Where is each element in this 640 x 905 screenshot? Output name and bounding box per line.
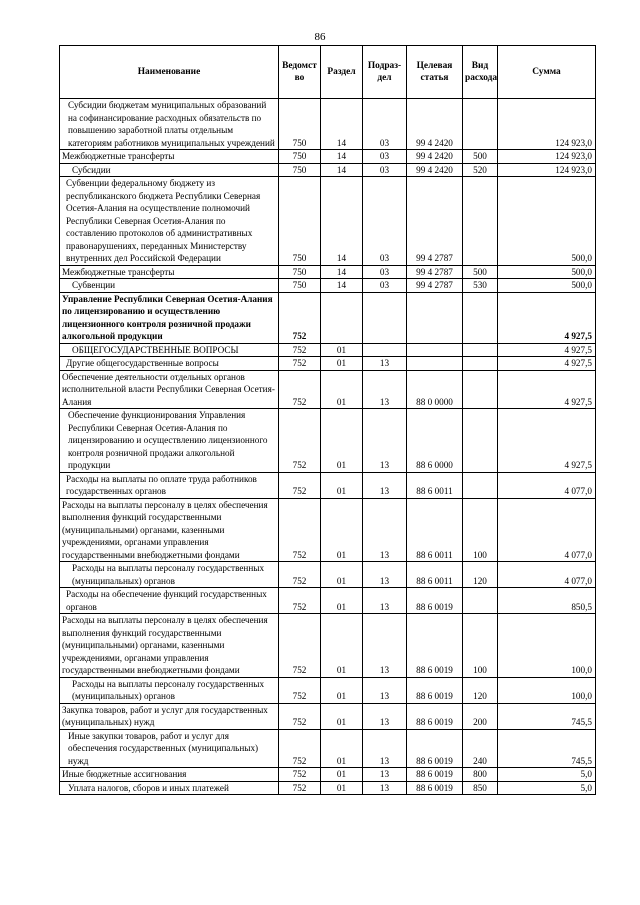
cell-name: Обеспечение деятельности отдельных органов исполнительной власти Республики Северная Осетия-Алания <box>60 370 279 409</box>
cell-subsection: 13 <box>363 614 407 678</box>
cell-name: Межбюджетные трансферты <box>60 265 279 279</box>
cell-section: 14 <box>321 163 363 177</box>
cell-dept: 752 <box>279 677 321 703</box>
cell-sum: 124 923,0 <box>498 99 596 150</box>
cell-sum: 4 927,5 <box>498 370 596 409</box>
cell-target: 99 4 2420 <box>407 99 463 150</box>
cell-type: 500 <box>463 150 498 164</box>
cell-dept: 750 <box>279 150 321 164</box>
cell-subsection: 03 <box>363 177 407 266</box>
cell-dept: 750 <box>279 163 321 177</box>
cell-target: 88 6 0011 <box>407 498 463 562</box>
cell-target: 88 6 0019 <box>407 614 463 678</box>
cell-target: 88 6 0019 <box>407 588 463 614</box>
cell-sum: 4 927,5 <box>498 409 596 473</box>
cell-type <box>463 292 498 343</box>
cell-section: 14 <box>321 279 363 293</box>
cell-name: Расходы на выплаты персоналу в целях обеспечения выполнения функций государственными (муниципальными) органами, казенными учреждениями, органами управления государственными внебюджетными фондами <box>60 498 279 562</box>
cell-type: 500 <box>463 265 498 279</box>
cell-target: 88 6 0019 <box>407 729 463 768</box>
cell-type: 120 <box>463 562 498 588</box>
cell-section: 01 <box>321 498 363 562</box>
cell-target: 99 4 2787 <box>407 177 463 266</box>
cell-type <box>463 370 498 409</box>
table-row <box>60 409 596 473</box>
cell-dept: 752 <box>279 588 321 614</box>
cell-name: Управление Республики Северная Осетия-Алания по лицензированию и осуществлению лицензионного контроля розничной продажи алкогольной продукции <box>60 292 279 343</box>
header-sum: Сумма <box>498 46 596 99</box>
cell-name: ОБЩЕГОСУДАРСТВЕННЫЕ ВОПРОСЫ <box>60 343 279 357</box>
cell-subsection: 13 <box>363 729 407 768</box>
cell-dept: 752 <box>279 781 321 795</box>
cell-type <box>463 588 498 614</box>
cell-section: 01 <box>321 677 363 703</box>
cell-dept: 752 <box>279 562 321 588</box>
cell-subsection: 13 <box>363 768 407 782</box>
cell-sum: 100,0 <box>498 677 596 703</box>
cell-name: Уплата налогов, сборов и иных платежей <box>60 781 279 795</box>
cell-name: Расходы на выплаты персоналу государственных (муниципальных) органов <box>60 562 279 588</box>
cell-name: Другие общегосударственные вопросы <box>60 357 279 371</box>
table-row <box>60 265 596 279</box>
cell-name: Расходы на выплаты персоналу государственных (муниципальных) органов <box>60 677 279 703</box>
cell-section: 01 <box>321 409 363 473</box>
cell-dept: 752 <box>279 357 321 371</box>
cell-section: 14 <box>321 177 363 266</box>
cell-sum: 745,5 <box>498 729 596 768</box>
table-header-row <box>60 46 596 99</box>
cell-type <box>463 357 498 371</box>
cell-sum: 4 077,0 <box>498 562 596 588</box>
cell-name: Обеспечение функционирования Управления Республики Северная Осетия-Алания по лицензированию и осуществлению лицензионного контроля розничной продажи алкогольной продукции <box>60 409 279 473</box>
table-row <box>60 370 596 409</box>
cell-dept: 752 <box>279 292 321 343</box>
cell-subsection <box>363 343 407 357</box>
cell-target <box>407 292 463 343</box>
cell-dept: 752 <box>279 409 321 473</box>
cell-name: Субсидии бюджетам муниципальных образований на софинансирование расходных обязательств по повышению заработной платы отдельным категориям работников муниципальных учреждений <box>60 99 279 150</box>
cell-subsection: 03 <box>363 279 407 293</box>
cell-target: 88 6 0019 <box>407 768 463 782</box>
cell-subsection <box>363 292 407 343</box>
cell-sum: 850,5 <box>498 588 596 614</box>
table-row <box>60 177 596 266</box>
cell-dept: 750 <box>279 99 321 150</box>
cell-target: 88 6 0011 <box>407 472 463 498</box>
header-target: Целевая статья <box>407 46 463 99</box>
cell-section: 01 <box>321 357 363 371</box>
cell-sum: 124 923,0 <box>498 150 596 164</box>
cell-name: Субсидии <box>60 163 279 177</box>
cell-target: 88 6 0019 <box>407 781 463 795</box>
cell-sum: 4 927,5 <box>498 357 596 371</box>
cell-section: 01 <box>321 614 363 678</box>
cell-target: 88 6 0019 <box>407 703 463 729</box>
table-row <box>60 729 596 768</box>
cell-name: Субвенции <box>60 279 279 293</box>
cell-subsection: 13 <box>363 370 407 409</box>
cell-sum: 124 923,0 <box>498 163 596 177</box>
cell-subsection: 03 <box>363 265 407 279</box>
cell-type: 800 <box>463 768 498 782</box>
cell-section <box>321 292 363 343</box>
table-row <box>60 614 596 678</box>
cell-type: 530 <box>463 279 498 293</box>
cell-sum: 4 077,0 <box>498 472 596 498</box>
page-number: 86 <box>314 31 326 43</box>
cell-type: 240 <box>463 729 498 768</box>
cell-sum: 4 927,5 <box>498 292 596 343</box>
cell-target: 99 4 2787 <box>407 279 463 293</box>
cell-type: 100 <box>463 614 498 678</box>
cell-type: 520 <box>463 163 498 177</box>
cell-dept: 750 <box>279 279 321 293</box>
cell-target: 88 0 0000 <box>407 370 463 409</box>
table-row <box>60 292 596 343</box>
cell-name: Иные бюджетные ассигнования <box>60 768 279 782</box>
cell-subsection: 13 <box>363 588 407 614</box>
cell-subsection: 13 <box>363 409 407 473</box>
cell-type <box>463 409 498 473</box>
header-section: Раздел <box>321 46 363 99</box>
cell-target <box>407 357 463 371</box>
cell-name: Межбюджетные трансферты <box>60 150 279 164</box>
cell-sum: 4 077,0 <box>498 498 596 562</box>
table-row <box>60 472 596 498</box>
cell-target: 99 4 2420 <box>407 163 463 177</box>
cell-dept: 752 <box>279 729 321 768</box>
table-row <box>60 588 596 614</box>
cell-section: 01 <box>321 588 363 614</box>
header-dept: Ведомст во <box>279 46 321 99</box>
cell-target: 99 4 2787 <box>407 265 463 279</box>
cell-sum: 500,0 <box>498 279 596 293</box>
cell-subsection: 13 <box>363 562 407 588</box>
cell-subsection: 13 <box>363 472 407 498</box>
cell-type <box>463 99 498 150</box>
table-body <box>60 99 596 795</box>
cell-sum: 100,0 <box>498 614 596 678</box>
cell-type: 120 <box>463 677 498 703</box>
cell-subsection: 13 <box>363 677 407 703</box>
table-row <box>60 357 596 371</box>
cell-subsection: 13 <box>363 357 407 371</box>
cell-name: Субвенции федеральному бюджету из республиканского бюджета Республики Северная Осетия-Алания на осуществление полномочий Республики Северная Осетия-Алания по составлению протоколов об административных правонарушениях, переданных Министерству внутренних дел Российской Федерации <box>60 177 279 266</box>
cell-dept: 752 <box>279 614 321 678</box>
cell-section: 01 <box>321 768 363 782</box>
table-row <box>60 99 596 150</box>
cell-section: 01 <box>321 703 363 729</box>
cell-section: 01 <box>321 343 363 357</box>
cell-dept: 752 <box>279 370 321 409</box>
cell-subsection: 13 <box>363 703 407 729</box>
cell-type <box>463 472 498 498</box>
cell-section: 01 <box>321 472 363 498</box>
cell-subsection: 13 <box>363 498 407 562</box>
cell-subsection: 03 <box>363 150 407 164</box>
cell-dept: 752 <box>279 768 321 782</box>
cell-subsection: 03 <box>363 163 407 177</box>
cell-type: 850 <box>463 781 498 795</box>
table-row <box>60 163 596 177</box>
cell-section: 14 <box>321 99 363 150</box>
cell-dept: 752 <box>279 472 321 498</box>
cell-target <box>407 343 463 357</box>
table-row <box>60 279 596 293</box>
cell-sum: 4 927,5 <box>498 343 596 357</box>
cell-type <box>463 343 498 357</box>
table-row <box>60 703 596 729</box>
cell-section: 01 <box>321 729 363 768</box>
cell-sum: 5,0 <box>498 768 596 782</box>
cell-target: 99 4 2420 <box>407 150 463 164</box>
cell-sum: 5,0 <box>498 781 596 795</box>
cell-sum: 500,0 <box>498 265 596 279</box>
header-subsection: Подраз- дел <box>363 46 407 99</box>
cell-target: 88 6 0000 <box>407 409 463 473</box>
cell-type: 100 <box>463 498 498 562</box>
table-row <box>60 562 596 588</box>
cell-type <box>463 177 498 266</box>
cell-dept: 752 <box>279 343 321 357</box>
cell-name: Иные закупки товаров, работ и услуг для обеспечения государственных (муниципальных) нужд <box>60 729 279 768</box>
table-row <box>60 343 596 357</box>
budget-table <box>59 45 596 795</box>
cell-name: Расходы на обеспечение функций государственных органов <box>60 588 279 614</box>
table-row <box>60 677 596 703</box>
cell-subsection: 13 <box>363 781 407 795</box>
table-row <box>60 768 596 782</box>
table-row <box>60 498 596 562</box>
cell-section: 14 <box>321 150 363 164</box>
cell-type: 200 <box>463 703 498 729</box>
cell-dept: 752 <box>279 498 321 562</box>
cell-name: Расходы на выплаты по оплате труда работников государственных органов <box>60 472 279 498</box>
cell-section: 01 <box>321 370 363 409</box>
cell-dept: 750 <box>279 265 321 279</box>
header-name: Наименование <box>60 46 279 99</box>
cell-target: 88 6 0011 <box>407 562 463 588</box>
cell-dept: 752 <box>279 703 321 729</box>
cell-sum: 500,0 <box>498 177 596 266</box>
cell-name: Закупка товаров, работ и услуг для государственных (муниципальных) нужд <box>60 703 279 729</box>
cell-name: Расходы на выплаты персоналу в целях обеспечения выполнения функций государственными (муниципальными) органами, казенными учреждениями, органами управления государственными внебюджетными фондами <box>60 614 279 678</box>
header-type: Вид расхода <box>463 46 498 99</box>
table-row <box>60 150 596 164</box>
cell-sum: 745,5 <box>498 703 596 729</box>
cell-section: 01 <box>321 781 363 795</box>
cell-section: 14 <box>321 265 363 279</box>
cell-dept: 750 <box>279 177 321 266</box>
cell-section: 01 <box>321 562 363 588</box>
cell-target: 88 6 0019 <box>407 677 463 703</box>
cell-subsection: 03 <box>363 99 407 150</box>
table-row <box>60 781 596 795</box>
